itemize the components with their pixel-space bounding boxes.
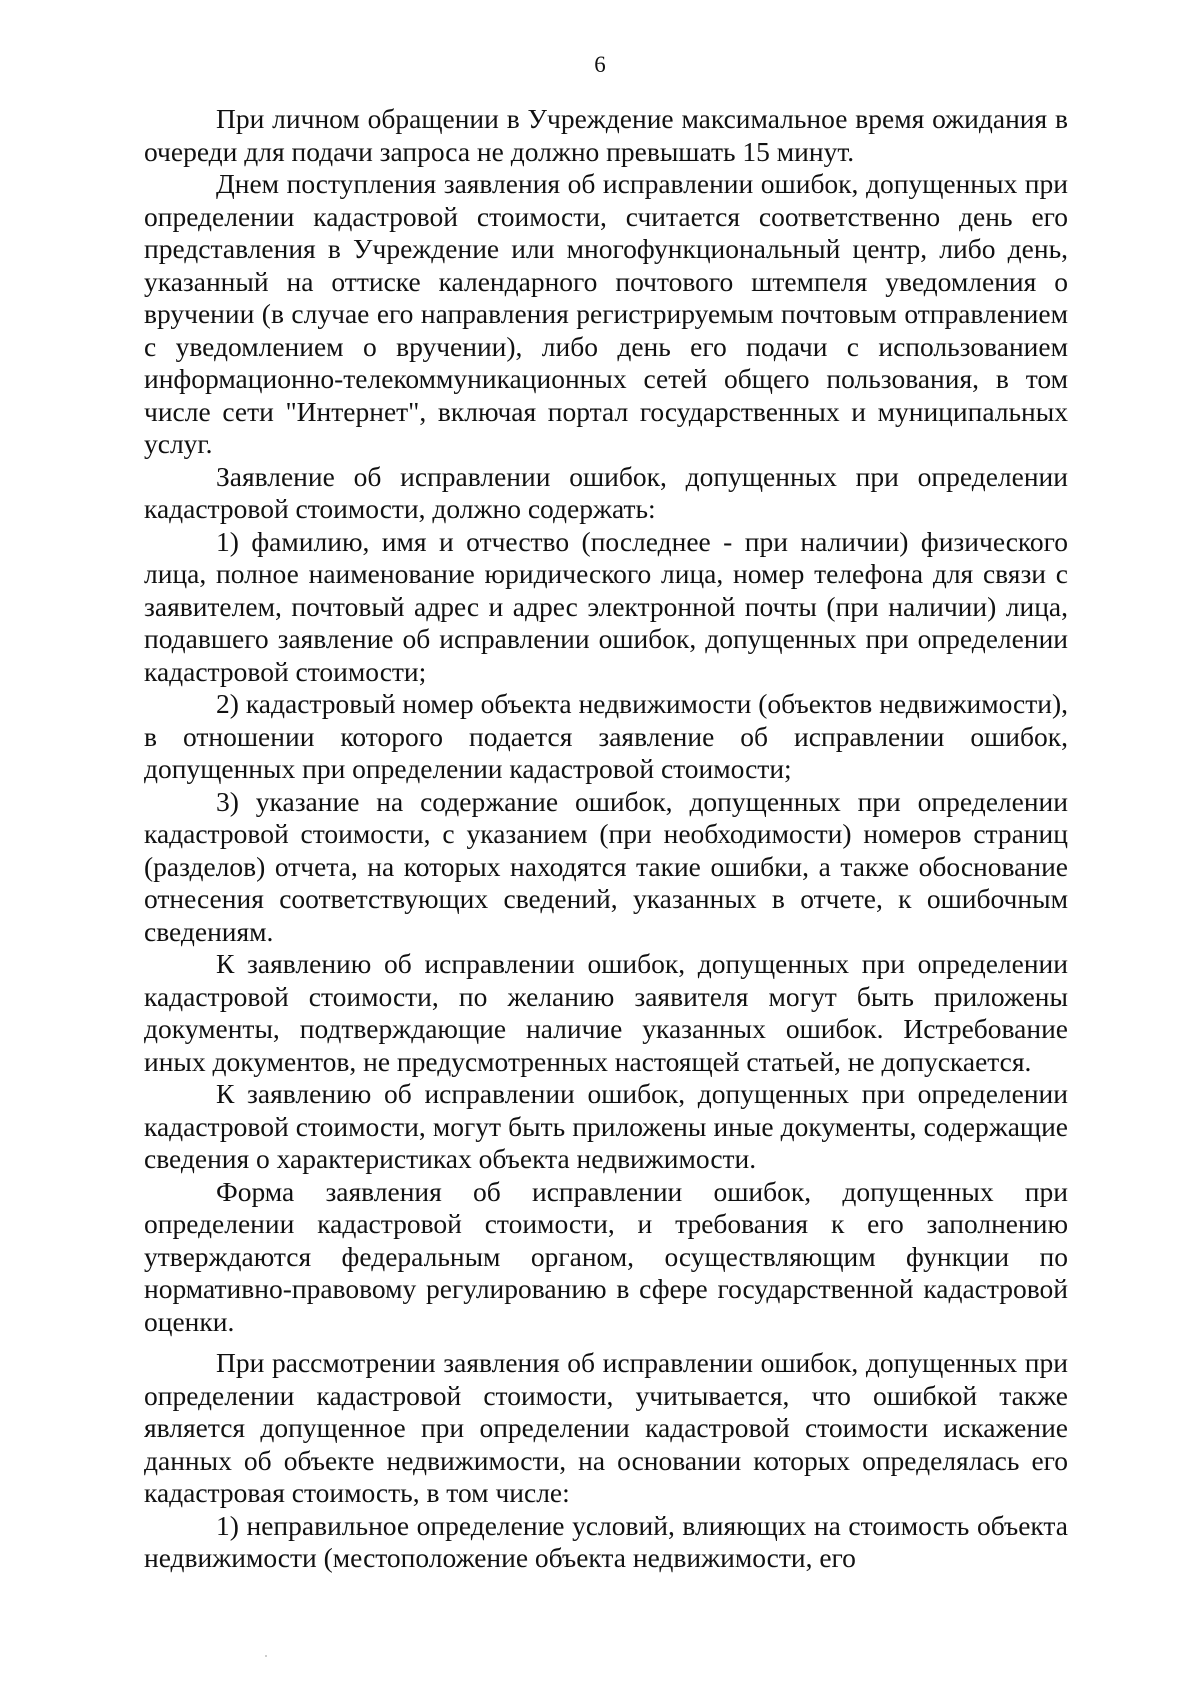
scan-speck — [265, 1655, 267, 1657]
document-body — [144, 103, 1068, 1575]
paragraph-application-contents: Заявление об исправлении ошибок, допущенных при определении кадастровой стоимости, должно содержать: — [144, 460, 1068, 524]
paragraph-other-documents: К заявлению об исправлении ошибок, допущенных при определении кадастровой стоимости, могут быть приложены иные документы, содержащие сведения о характеристиках объекта недвижимости. — [144, 1078, 1068, 1174]
paragraph-application-form: Форма заявления об исправлении ошибок, допущенных при определении кадастровой стоимости, и требования к его заполнению утверждаются федеральным органом, осуществляющим функции по нормативно-правовому регулированию в сфере государственной кадастровой оценки. — [144, 1175, 1068, 1337]
list-item-3-error-description: 3) указание на содержание ошибок, допущенных при определении кадастровой стоимости, с указанием (при необходимости) номеров страниц (разделов) отчета, на которых находятся такие ошибки, а также обоснование отнесения соответствующих сведений, указанных в отчете, к ошибочным сведениям. — [144, 785, 1068, 947]
paragraph-receipt-date: Днем поступления заявления об исправлении ошибок, допущенных при определении кадастровой стоимости, считается соответственно день его представления в Учреждение или многофункциональный центр, либо день, указанный на оттиске календарного почтового штемпеля уведомления о вручении (в случае его направления регистрируемым почтовым отправлением с уведомлением о вручении), либо день его подачи с использованием информационно-телекоммуникационных сетей общего пользования, в том числе сети "Интернет", включая портал государственных и муниципальных услуг. — [144, 168, 1068, 459]
list-item-1-incorrect-conditions: 1) неправильное определение условий, влияющих на стоимость объекта недвижимости (местоположение объекта недвижимости, его — [144, 1509, 1068, 1573]
paragraph-supporting-documents: К заявлению об исправлении ошибок, допущенных при определении кадастровой стоимости, по желанию заявителя могут быть приложены документы, подтверждающие наличие указанных ошибок. Истребование иных документов, не предусмотренных настоящей статьей, не допускается. — [144, 948, 1068, 1077]
paragraph-error-definition: При рассмотрении заявления об исправлении ошибок, допущенных при определении кадастровой стоимости, учитывается, что ошибкой также является допущенное при определении кадастровой стоимости искажение данных об объекте недвижимости, на основании которых определялась его кадастровая стоимость, в том числе: — [144, 1347, 1068, 1508]
list-item-2-cadastral-number: 2) кадастровый номер объекта недвижимости (объектов недвижимости), в отношении которого подается заявление об исправлении ошибок, допущенных при определении кадастровой стоимости; — [144, 688, 1068, 784]
paragraph-waiting-time: При личном обращении в Учреждение максимальное время ожидания в очереди для подачи запроса не должно превышать 15 минут. — [144, 103, 1068, 167]
list-item-1-applicant-details: 1) фамилию, имя и отчество (последнее - при наличии) физического лица, полное наименование юридического лица, номер телефона для связи с заявителем, почтовый адрес и адрес электронной почты (при наличии) лица, подавшего заявление об исправлении ошибок, допущенных при определении кадастровой стоимости; — [144, 525, 1068, 687]
page-number: 6 — [594, 52, 606, 77]
